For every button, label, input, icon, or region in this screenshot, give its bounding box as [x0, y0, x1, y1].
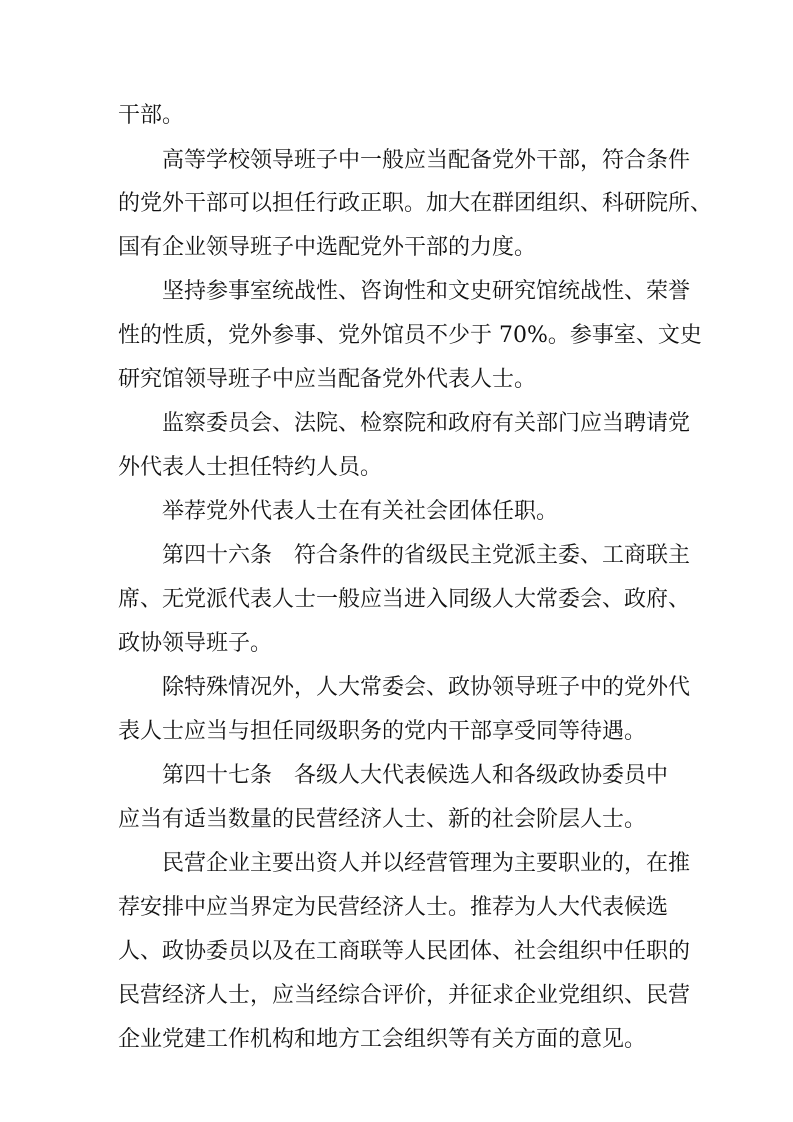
text-line: 性的性质，党外参事、党外馆员不少于 70%。参事室、文史 — [118, 323, 702, 348]
paragraph-first-line: 举荐党外代表人士在有关社会团体任职。 — [162, 499, 559, 524]
text-line: 的党外干部可以担任行政正职。加大在群团组织、科研院所、 — [118, 191, 713, 216]
paragraph-first-line: 坚持参事室统战性、咨询性和文史研究馆统战性、荣誉 — [162, 279, 691, 304]
text-line: 应当有适当数量的民营经济人士、新的社会阶层人士。 — [118, 807, 647, 832]
text-line: 研究馆领导班子中应当配备党外代表人士。 — [118, 367, 537, 392]
paragraph-first-line: 高等学校领导班子中一般应当配备党外干部，符合条件 — [162, 148, 691, 173]
text-line: 人、政协委员以及在工商联等人民团体、社会组织中任职的 — [118, 939, 691, 964]
paragraph-first-line: 监察委员会、法院、检察院和政府有关部门应当聘请党 — [162, 411, 691, 436]
text-line: 民营经济人士，应当经综合评价，并征求企业党组织、民营 — [118, 983, 691, 1008]
text-line: 国有企业领导班子中选配党外干部的力度。 — [118, 235, 537, 260]
article-47-first-line: 第四十七条 各级人大代表候选人和各级政协委员中 — [162, 763, 669, 788]
text-line: 表人士应当与担任同级职务的党内干部享受同等待遇。 — [118, 719, 647, 744]
text-line: 席、无党派代表人士一般应当进入同级人大常委会、政府、 — [118, 587, 691, 612]
text-line: 企业党建工作机构和地方工会组织等有关方面的意见。 — [118, 1027, 647, 1052]
paragraph-first-line: 民营企业主要出资人并以经营管理为主要职业的，在推 — [162, 851, 691, 876]
paragraph-first-line: 除特殊情况外，人大常委会、政协领导班子中的党外代 — [162, 675, 691, 700]
text-line: 干部。 — [118, 103, 185, 128]
article-46-first-line: 第四十六条 符合条件的省级民主党派主委、工商联主 — [162, 543, 691, 568]
text-line: 外代表人士担任特约人员。 — [118, 455, 383, 480]
text-line: 荐安排中应当界定为民营经济人士。推荐为人大代表候选 — [118, 895, 669, 920]
text-line: 政协领导班子。 — [118, 631, 273, 656]
